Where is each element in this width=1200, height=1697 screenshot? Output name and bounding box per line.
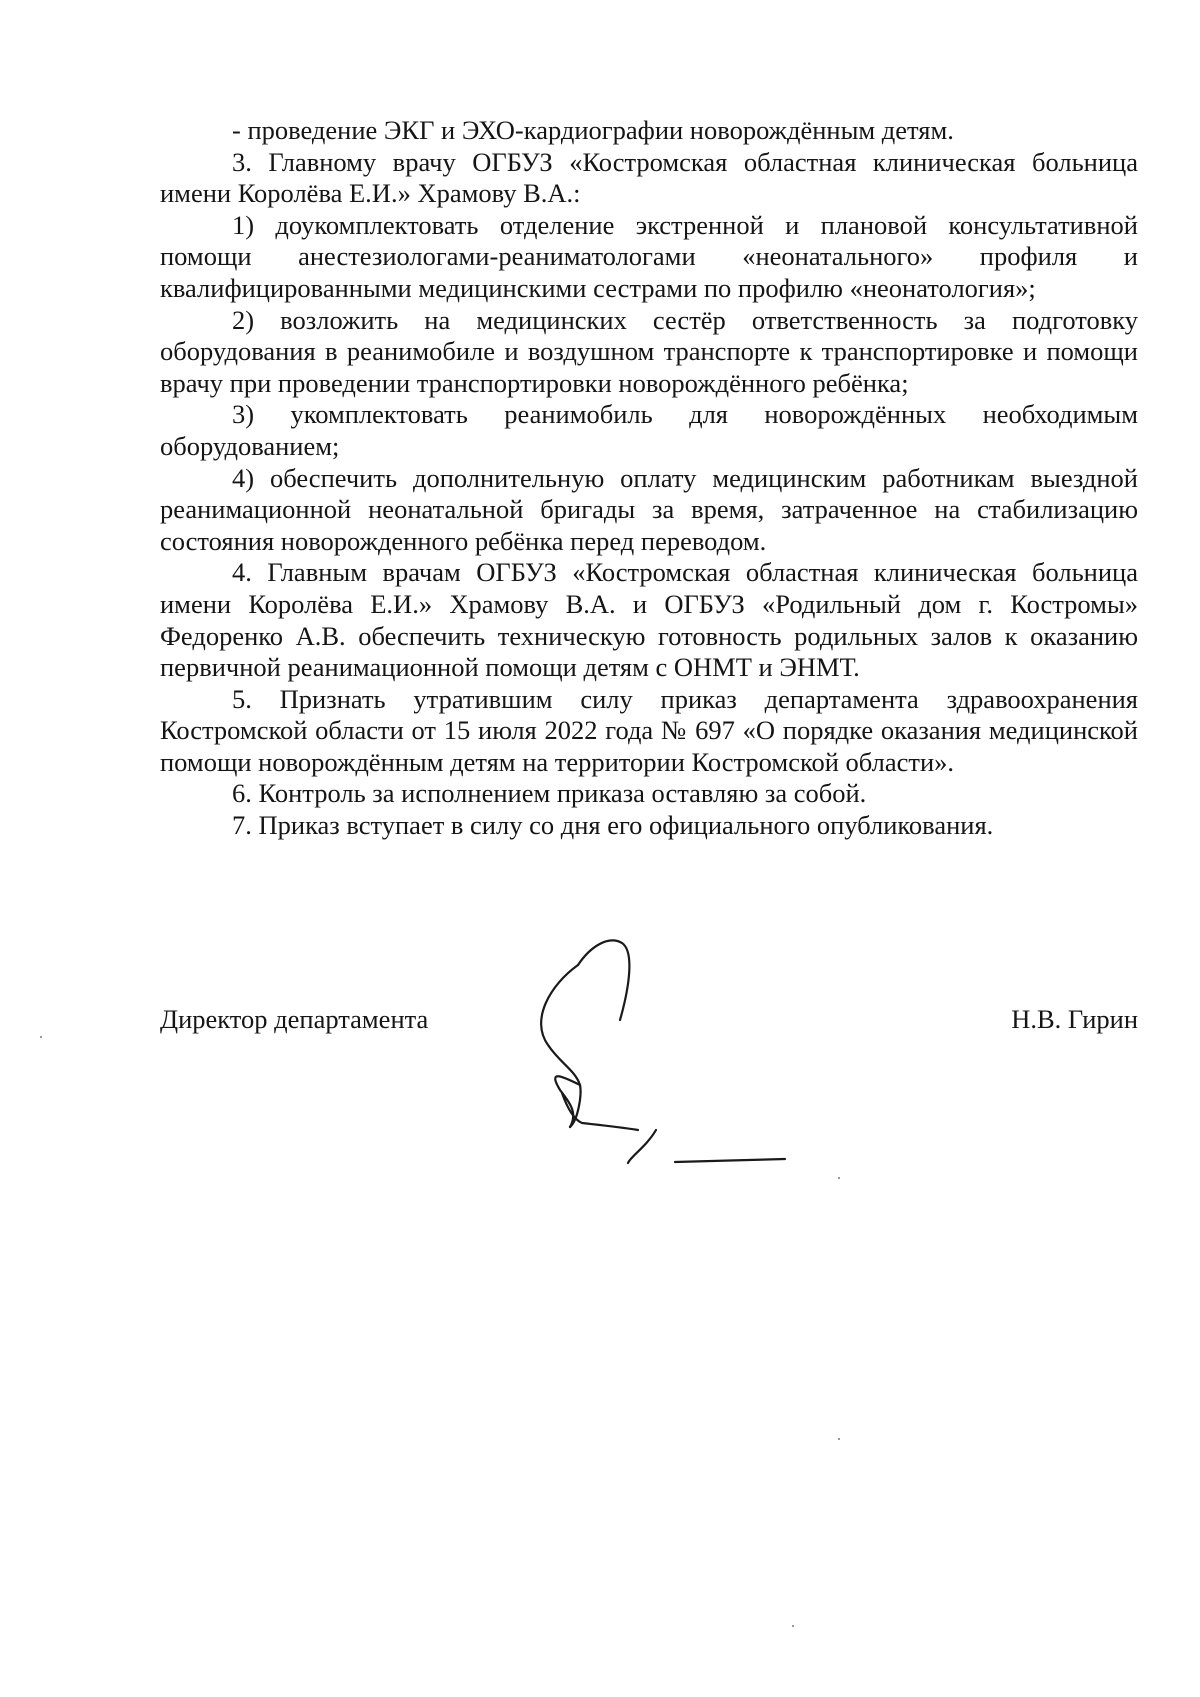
clause-5: 5. Признать утратившим силу приказ департамента здравоохранения Костромской области от 15 июля 2022 года № 697 «О порядке оказания медицинской помощи новорождённым детям на территории Костромской области».	[160, 683, 1138, 777]
scan-speck	[40, 1036, 42, 1038]
clause-4: 4. Главным врачам ОГБУЗ «Костромская областная клиническая больница имени Королёва Е.И.» Храмову В.А. и ОГБУЗ «Родильный дом г. Костромы» Федоренко А.В. обеспечить техническую готовность родильных залов к оказанию первичной реанимационной помощи детям с ОНМТ и ЭНМТ.	[160, 557, 1138, 683]
clause-3-item-4: 4) обеспечить дополнительную оплату медицинским работникам выездной реанимационной неонатальной бригады за время, затраченное на стабилизацию состояния новорожденного ребёнка перед переводом.	[160, 462, 1138, 556]
list-item-ecg: - проведение ЭКГ и ЭХО-кардиографии новорождённым детям.	[232, 115, 954, 145]
signatory-name: Н.В. Гирин	[1011, 1004, 1138, 1034]
scan-speck	[838, 1177, 840, 1179]
signatory-title: Директор департамента	[160, 1004, 429, 1034]
clause-3-item-3: 3) укомплектовать реанимобиль для новорождённых необходимым оборудованием;	[160, 399, 1138, 461]
handwritten-signature	[520, 925, 850, 1170]
document-body	[160, 115, 1138, 842]
scan-speck	[838, 1438, 840, 1440]
clause-3-item-2: 2) возложить на медицинских сестёр ответственность за подготовку оборудования в реанимобиле и воздушном транспорте к транспортировке и помощи врачу при проведении транспортировки новорождённого ребёнка;	[160, 304, 1138, 398]
clause-3-item-1: 1) доукомплектовать отделение экстренной и плановой консультативной помощи анестезиологами-реаниматологами «неонатального» профиля и квалифицированными медицинскими сестрами по профилю «неонатология»;	[160, 209, 1138, 303]
clause-3: 3. Главному врачу ОГБУЗ «Костромская областная клиническая больница имени Королёва Е.И.» Храмову В.А.:	[160, 146, 1138, 209]
clause-6: 6. Контроль за исполнением приказа оставляю за собой.	[232, 778, 867, 809]
clause-7: 7. Приказ вступает в силу со дня его официального опубликования.	[232, 810, 994, 841]
scan-speck	[792, 1625, 794, 1627]
